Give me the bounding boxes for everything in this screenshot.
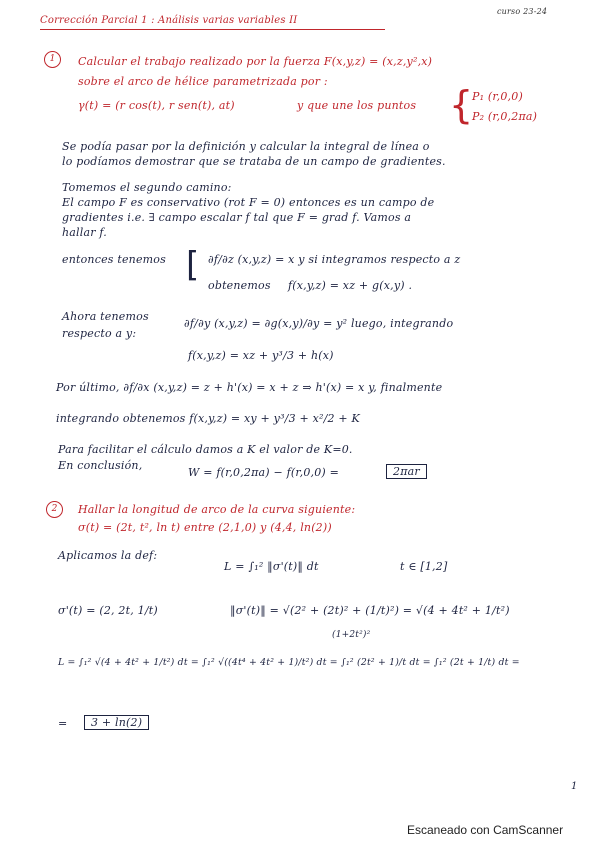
solution-2-domain: t ∈ [1,2] <box>400 560 448 573</box>
course-label: curso 23-24 <box>497 7 548 16</box>
solution-2-eq2: L = ∫₁² √(4 + 4t² + 1/t²) dt = ∫₁² √((4t⁴ + 4t² + 1)/t²) dt = ∫₁² (2t² + 1)/t dt = ∫₁² (2t + 1/t) dt = <box>58 657 520 668</box>
problem-1-joining-text: y que une los puntos <box>297 99 417 112</box>
point-p1: P₁ (r,0,0) <box>472 90 523 103</box>
equation-bracket: [ <box>186 245 200 285</box>
solution-1-eq2-label: obtenemos <box>208 279 271 292</box>
solution-2-line1: Aplicamos la def: <box>58 549 158 562</box>
solution-1-eq4: f(x,y,z) = xz + y³/3 + h(x) <box>188 349 334 362</box>
solution-2-norm: ‖σ'(t)‖ = √(2² + (2t)² + (1/t)²) = √(4 + 4t² + 1/t²) <box>230 604 510 617</box>
solution-1-line3: Tomemos el segundo camino: <box>62 181 232 194</box>
solution-1-eq2: f(x,y,z) = xz + g(x,y) . <box>288 279 413 292</box>
solution-1-line10: Por último, ∂f/∂x (x,y,z) = z + h'(x) = x + z ⇒ h'(x) = x y, finalmente <box>56 381 443 394</box>
solution-1-eq5: W = f(r,0,2πa) − f(r,0,0) = <box>188 466 340 479</box>
solution-1-line11: integrando obtenemos f(x,y,z) = xy + y³/3 + x²/2 + K <box>56 412 360 425</box>
problem-2-statement: Hallar la longitud de arco de la curva siguiente: <box>78 503 356 516</box>
solution-2-answer-prefix: = <box>58 717 68 730</box>
problem-1-statement-line2: sobre el arco de hélice parametrizada por : <box>78 75 328 88</box>
problem-2-number: 2 <box>46 501 63 518</box>
solution-2-eq1: L = ∫₁² ‖σ'(t)‖ dt <box>224 560 319 573</box>
solution-1-line12: Para facilitar el cálculo damos a K el valor de K=0. <box>58 443 353 456</box>
solution-2-answer: 3 + ln(2) <box>84 715 149 730</box>
solution-2-note: (1+2t²)² <box>332 630 371 640</box>
page-number: 1 <box>571 781 578 792</box>
solution-1-line1: Se podía pasar por la definición y calcular la integral de línea o <box>62 140 430 153</box>
solution-1-line2: lo podíamos demostrar que se trataba de un campo de gradientes. <box>62 155 446 168</box>
solution-1-eq1: ∂f/∂z (x,y,z) = x y si integramos respecto a z <box>208 253 461 266</box>
problem-1-parametrization: γ(t) = (r cos(t), r sen(t), at) <box>78 99 235 112</box>
scanner-watermark: Escaneado con CamScanner <box>407 823 564 837</box>
solution-1-eq3: ∂f/∂y (x,y,z) = ∂g(x,y)/∂y = y² luego, integrando <box>184 317 454 330</box>
problem-1-statement-line1: Calcular el trabajo realizado por la fuerza F(x,y,z) = (x,z,y²,x) <box>78 55 433 68</box>
solution-1-line6: hallar f. <box>62 226 107 239</box>
solution-1-line7-label: entonces tenemos <box>62 253 166 266</box>
page-title: Corrección Parcial 1 : Análisis varias variables II <box>40 15 298 26</box>
solution-2-derivative: σ'(t) = (2, 2t, 1/t) <box>58 604 158 617</box>
solution-1-answer: 2πar <box>386 464 427 479</box>
problem-2-curve: σ(t) = (2t, t², ln t) entre (2,1,0) y (4,4, ln(2)) <box>78 521 332 534</box>
solution-1-line8: Ahora tenemos <box>62 310 149 323</box>
problem-1-number: 1 <box>44 51 61 68</box>
title-underline <box>40 29 385 30</box>
point-p2: P₂ (r,0,2πa) <box>472 110 538 123</box>
solution-1-line4: El campo F es conservativo (rot F = 0) entonces es un campo de <box>62 196 435 209</box>
solution-1-line9: respecto a y: <box>62 327 137 340</box>
solution-1-line13: En conclusión, <box>58 459 143 472</box>
points-brace: { <box>449 83 474 127</box>
solution-1-line5: gradientes i.e. ∃ campo escalar f tal que F = grad f. Vamos a <box>62 211 412 224</box>
